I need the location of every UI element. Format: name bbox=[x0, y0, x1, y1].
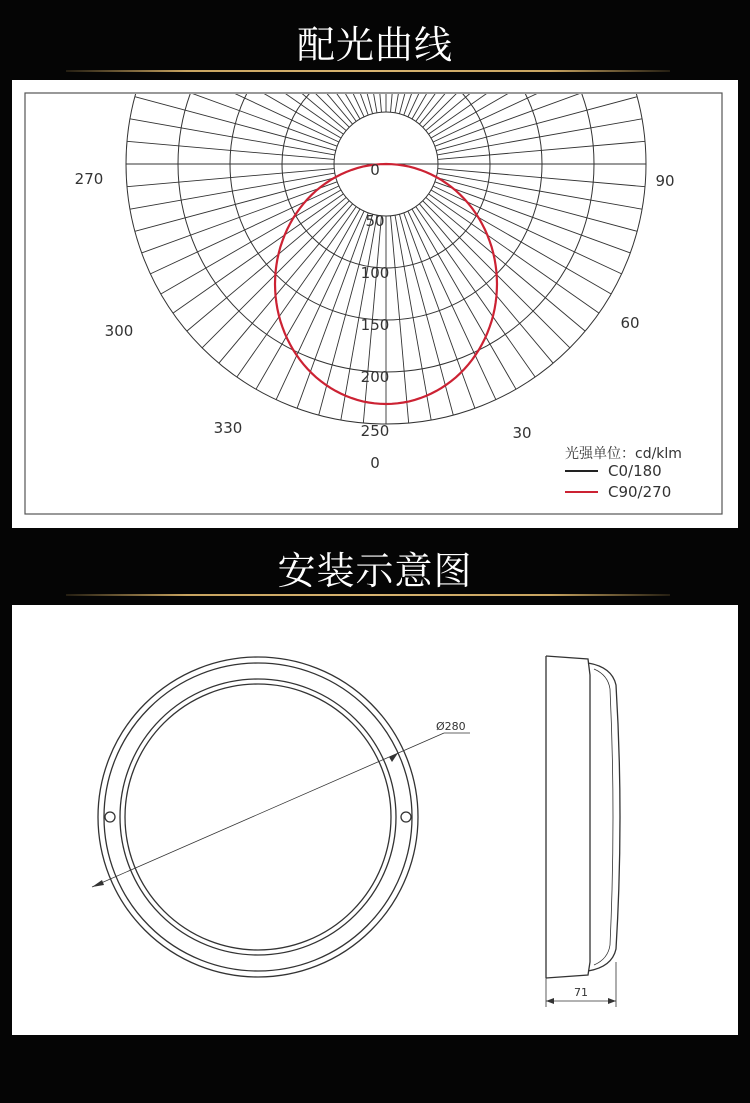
screw-hole-right bbox=[401, 812, 411, 822]
installation-title: 安装示意图 bbox=[277, 549, 473, 593]
radial-label-200: 200 bbox=[360, 368, 390, 386]
grid-spoke bbox=[319, 80, 373, 114]
grid-spoke bbox=[433, 186, 622, 274]
angle-label-0-bottom: 0 bbox=[370, 454, 380, 472]
angle-label-300: 300 bbox=[104, 322, 134, 340]
grid-spoke bbox=[399, 80, 453, 114]
grid-spoke bbox=[426, 197, 585, 331]
lens-outer bbox=[120, 679, 396, 955]
angle-label-270: 270 bbox=[74, 170, 104, 188]
grid-spoke bbox=[412, 80, 516, 119]
angle-label-60: 60 bbox=[620, 314, 640, 332]
grid-spoke bbox=[436, 97, 637, 151]
screw-hole-left bbox=[105, 812, 115, 822]
legend-unit-label: 光强单位：cd/klm bbox=[565, 446, 682, 462]
grid-spoke bbox=[150, 186, 339, 274]
diameter-label: Ø280 bbox=[436, 720, 466, 733]
grid-spoke bbox=[276, 211, 364, 400]
legend-label-c90: C90/270 bbox=[608, 483, 672, 501]
side-lens bbox=[588, 663, 620, 971]
angle-label-30: 30 bbox=[512, 424, 532, 442]
grid-spoke bbox=[237, 80, 356, 121]
radial-label-50: 50 bbox=[365, 212, 385, 230]
grid-spoke bbox=[431, 190, 611, 294]
angle-label-330: 330 bbox=[213, 419, 243, 437]
grid-spoke bbox=[437, 119, 642, 155]
outer-ring-inner bbox=[104, 663, 412, 971]
title-divider-1 bbox=[66, 70, 670, 72]
grid-spoke bbox=[391, 80, 409, 112]
grid-spoke bbox=[135, 97, 336, 151]
installation-panel bbox=[12, 605, 738, 1035]
grid-spoke bbox=[256, 80, 360, 119]
grid-spoke bbox=[130, 119, 335, 155]
grid-spoke bbox=[363, 80, 381, 112]
radial-label-100: 100 bbox=[360, 264, 390, 282]
grid-spoke bbox=[419, 204, 553, 363]
polar-labels bbox=[75, 161, 675, 472]
light-curve-panel bbox=[12, 80, 738, 528]
light-curve-title: 配光曲线 bbox=[296, 23, 453, 67]
grid-spoke bbox=[426, 80, 585, 131]
side-view bbox=[546, 656, 620, 1007]
depth-label: 71 bbox=[574, 986, 588, 999]
radial-label-150: 150 bbox=[360, 316, 390, 334]
legend-label-c0: C0/180 bbox=[608, 462, 662, 480]
grid-spoke bbox=[395, 215, 431, 420]
side-body bbox=[546, 656, 590, 978]
chart-legend bbox=[565, 445, 682, 501]
title-divider-2 bbox=[66, 594, 670, 596]
lens-inner bbox=[125, 684, 391, 950]
grid-spoke bbox=[219, 204, 353, 363]
grid-spoke bbox=[408, 211, 496, 400]
grid-spoke bbox=[161, 190, 341, 294]
grid-spoke bbox=[202, 80, 349, 127]
grid-spoke bbox=[404, 80, 475, 115]
front-view bbox=[92, 657, 470, 977]
grid-spoke bbox=[187, 197, 346, 331]
outer-ring-outer bbox=[98, 657, 418, 977]
grid-spoke bbox=[412, 209, 516, 389]
angle-label-0-top: 0 bbox=[370, 161, 380, 179]
grid-spoke bbox=[297, 80, 368, 115]
grid-spoke bbox=[423, 80, 570, 127]
installation-drawing bbox=[12, 605, 738, 1035]
grid-spoke bbox=[135, 177, 336, 231]
grid-spoke bbox=[187, 80, 346, 131]
polar-light-distribution-chart bbox=[12, 80, 738, 528]
grid-spoke bbox=[436, 177, 637, 231]
grid-spoke bbox=[256, 209, 360, 389]
grid-spoke bbox=[416, 80, 535, 121]
radial-label-250: 250 bbox=[360, 422, 390, 440]
grid-spoke bbox=[435, 80, 630, 146]
grid-spoke bbox=[142, 80, 337, 146]
angle-label-90: 90 bbox=[655, 172, 675, 190]
